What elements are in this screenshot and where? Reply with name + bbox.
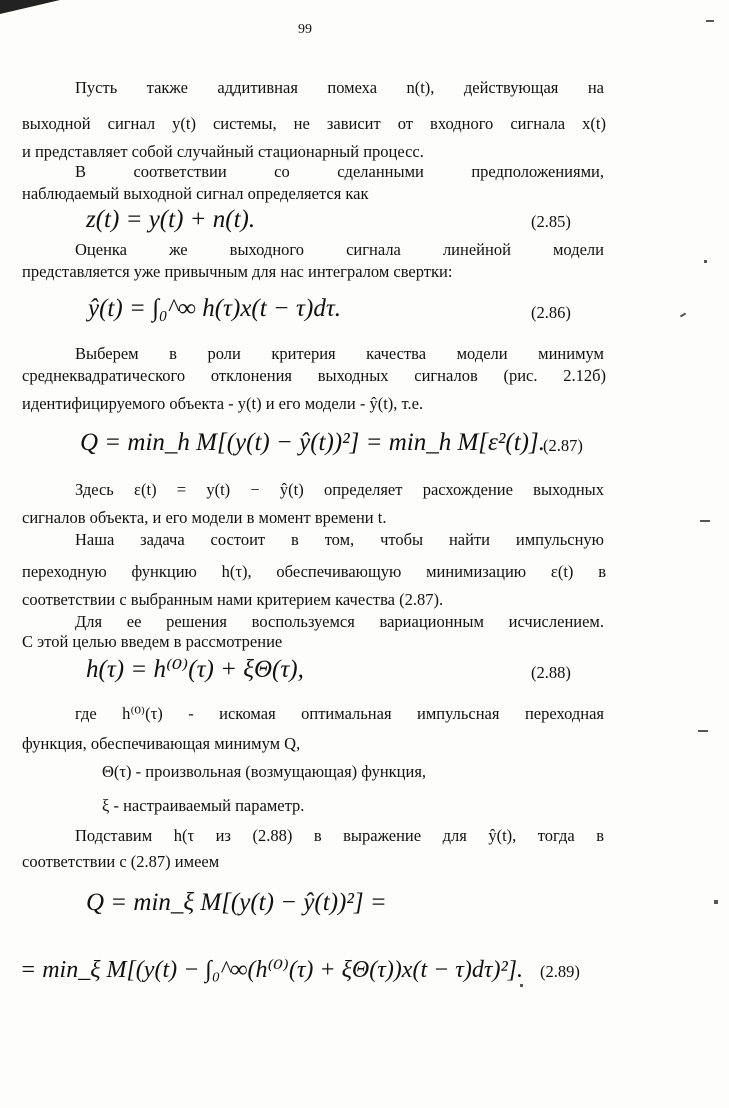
text-line: Подставим h(τ из (2.88) в выражение для ŷ(t), тогда в <box>75 826 604 845</box>
text-line: Для ее решения воспользуемся вариационным исчислением. <box>75 612 604 631</box>
equation-number: (2.86) <box>531 303 571 322</box>
page-number: 99 <box>298 22 312 37</box>
scan-corner-artifact <box>0 0 60 14</box>
text-line: среднеквадратического отклонения выходных сигналов (рис. 2.12б) <box>22 366 606 385</box>
text-line: С этой целью введем в рассмотрение <box>22 632 283 651</box>
text-line: Здесь ε(t) = y(t) − ŷ(t) определяет расхождение выходных <box>75 480 604 499</box>
equation-2-88: h(τ) = h⁽⁰⁾(τ) + ξΘ(τ), <box>86 656 304 683</box>
text-line: функция, обеспечивающая минимум Q, <box>22 734 301 753</box>
text-line: В соответствии со сделанными предположениями, <box>75 162 604 181</box>
text-line: соответствии с (2.87) имеем <box>22 852 220 871</box>
text-line: идентифицируемого объекта - y(t) и его модели - ŷ(t), т.е. <box>22 394 424 413</box>
equation-2-85: z(t) = y(t) + n(t). <box>86 206 256 233</box>
text-line: Θ(τ) - произвольная (возмущающая) функция, <box>102 762 427 781</box>
text-line: и представляет собой случайный стационарный процесс. <box>22 142 424 161</box>
scan-mark <box>698 730 708 732</box>
scan-mark <box>680 313 686 318</box>
equation-number: (2.89) <box>540 962 580 981</box>
equation-2-89-line1: Q = min_ξ M[(y(t) − ŷ(t))²] = <box>86 889 387 916</box>
equation-2-89-line2: = min_ξ M[(y(t) − ∫₀^∞(h⁽⁰⁾(τ) + ξΘ(τ))x(t − τ)dτ)²]. <box>20 957 524 983</box>
text-line: Оценка же выходного сигнала линейной модели <box>75 240 604 259</box>
equation-number: (2.87) <box>543 436 583 455</box>
text-line: Наша задача состоит в том, чтобы найти импульсную <box>75 530 604 549</box>
equation-2-87: Q = min_h M[(y(t) − ŷ(t))²] = min_h M[ε²(t)]. <box>80 429 545 456</box>
scan-mark <box>704 260 707 263</box>
equation-number: (2.85) <box>531 212 571 231</box>
scan-mark <box>700 520 710 522</box>
text-line: переходную функцию h(τ), обеспечивающую минимизацию ε(t) в <box>22 562 606 581</box>
scan-mark <box>714 900 718 904</box>
text-line: выходной сигнал y(t) системы, не зависит от входного сигнала x(t) <box>22 114 606 133</box>
scan-mark <box>706 20 714 22</box>
text-line: сигналов объекта, и его модели в момент времени t. <box>22 508 387 527</box>
text-line: где h⁽⁰⁾(τ) - искомая оптимальная импульсная переходная <box>75 704 604 723</box>
text-line: Выберем в роли критерия качества модели минимум <box>75 344 604 363</box>
scan-mark <box>520 984 523 987</box>
equation-2-86: ŷ(t) = ∫₀^∞ h(τ)x(t − τ)dτ. <box>88 295 342 322</box>
text-line: соответствии с выбранным нами критерием качества (2.87). <box>22 590 444 609</box>
equation-number: (2.88) <box>531 663 571 682</box>
text-line: представляется уже привычным для нас интегралом свертки: <box>22 262 453 281</box>
text-line: наблюдаемый выходной сигнал определяется как <box>22 184 369 203</box>
text-line: ξ - настраиваемый параметр. <box>102 796 305 815</box>
text-line: Пусть также аддитивная помеха n(t), действующая на <box>75 78 604 97</box>
